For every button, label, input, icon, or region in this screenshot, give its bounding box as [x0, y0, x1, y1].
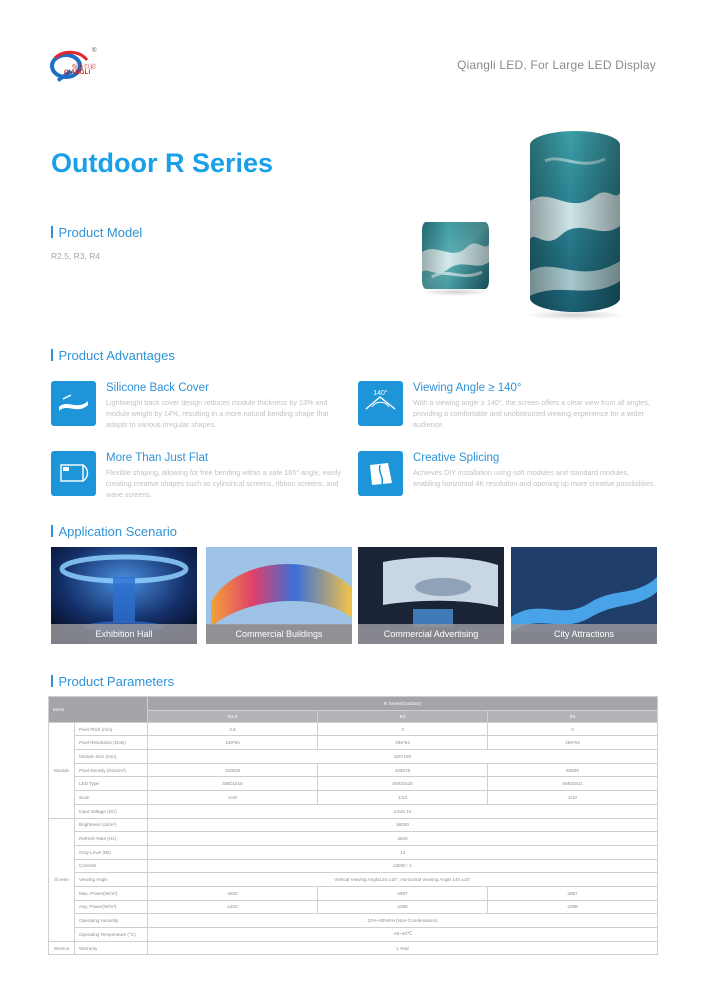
parameter-label: Refresh Rate (Hz) — [75, 832, 148, 846]
tagline: Qiangli LED, For Large LED Display — [457, 58, 656, 72]
table-row — [49, 791, 658, 805]
table-row — [49, 873, 658, 887]
product-image-large-cylinder — [530, 131, 620, 312]
group-label: Module — [49, 722, 75, 818]
parameter-label: LED Type — [75, 777, 148, 791]
table-row — [49, 886, 658, 900]
table-row — [49, 722, 658, 736]
product-image-small-cylinder — [422, 222, 489, 289]
parameter-value: Vertical Viewing Angle120 ±10°, Horizontal Viewing Angle 140 ±10° — [148, 873, 658, 887]
table-row — [49, 914, 658, 928]
table-row — [49, 804, 658, 818]
parameter-value: ≤933 — [148, 886, 318, 900]
table-row — [49, 900, 658, 914]
parameter-value: -20~40℃ — [148, 928, 658, 942]
viewing-angle-icon-text: 140° — [373, 390, 388, 397]
items-header: Items — [49, 697, 148, 723]
advantage-description: Lightweight back cover design reduces module thickness by 13% and module weight by 14%, resulting in a more natural bending shape that adapts to various irregular shapes. — [106, 398, 329, 429]
parameter-label: Pixel Density (Dots/m²) — [75, 763, 148, 777]
advantage-title: More Than Just Flat — [106, 452, 209, 464]
parameter-value: 108675 — [318, 763, 488, 777]
section-product-parameters: Product Parameters — [51, 674, 174, 689]
product-shadow — [420, 288, 492, 296]
parameter-value: 3 — [318, 722, 488, 736]
parameter-value: 1/16 — [148, 791, 318, 805]
advantage-description: Flexible shaping, allowing for free bending within a safe 165° angle, easily creating creative shapes such as cylindrical screens, ribbon screens, and wave screens. — [106, 468, 342, 499]
table-row — [49, 832, 658, 846]
scene-label: Commercial Advertising — [358, 624, 504, 644]
parameter-label: Scan — [75, 791, 148, 805]
registered-mark: ® — [92, 48, 97, 54]
parameter-value: ≤299 — [318, 900, 488, 914]
parameter-label: Warranty — [75, 941, 148, 955]
parameter-label: Operating Humidity — [75, 914, 148, 928]
parameter-value: 13 — [148, 845, 658, 859]
parameter-label: Viewing Angle — [75, 873, 148, 887]
parameter-value: 10%~90%RH (Non-Condensation) — [148, 914, 658, 928]
curved-module-icon — [51, 381, 96, 426]
table-row — [49, 845, 658, 859]
model-header: R4 — [488, 710, 658, 722]
flexible-shape-icon — [51, 451, 96, 496]
parameter-label: Pixel Pitch (mm) — [75, 722, 148, 736]
parameter-value: SMD1921 — [488, 777, 658, 791]
parameter-value: SMD1515 — [148, 777, 318, 791]
parameter-value: ≥5000 — [148, 818, 658, 832]
parameter-value: 1/13 — [318, 791, 488, 805]
parameter-value: SMD1515 — [318, 777, 488, 791]
scene-exhibition-hall — [51, 547, 197, 644]
table-header-row — [49, 697, 658, 711]
scene-commercial-buildings — [206, 547, 352, 644]
scene-city-attractions — [511, 547, 657, 644]
parameter-value: 4 — [488, 722, 658, 736]
parameter-value: 1/10 — [488, 791, 658, 805]
table-row — [49, 750, 658, 764]
parameter-value: ≤299 — [488, 900, 658, 914]
advantage-description: With a viewing angle ≥ 140°, the screen offers a clear view from all angles, providing a comfortable and unobstructed viewing experience for a wider audience. — [413, 398, 650, 429]
parameters-table — [48, 696, 658, 955]
parameter-label: Module Size (mm) — [75, 750, 148, 764]
parameter-label: Max. Power(W/m²) — [75, 886, 148, 900]
parameter-label: Pixel Resolution (Dots) — [75, 736, 148, 750]
parameter-value: 3840 — [148, 832, 658, 846]
parameter-value: ≤897 — [488, 886, 658, 900]
parameter-label: Brightness (cd/m²) — [75, 818, 148, 832]
parameter-value: 256*64 — [318, 736, 488, 750]
scene-commercial-advertising — [358, 547, 504, 644]
model-header: R2.5 — [148, 710, 318, 722]
parameter-value: 256*64 — [488, 736, 658, 750]
page-title: Outdoor R Series — [51, 148, 274, 178]
scene-label: Exhibition Hall — [51, 624, 197, 644]
group-label: Service — [49, 941, 75, 955]
parameter-value: 4.5±0.1V — [148, 804, 658, 818]
parameter-value: 1 Year — [148, 941, 658, 955]
parameter-value: 320*160 — [148, 750, 658, 764]
section-application-scenario: Application Scenario — [51, 524, 177, 539]
table-row — [49, 818, 658, 832]
table-row — [49, 736, 658, 750]
table-row — [49, 928, 658, 942]
parameter-value: 2.5 — [148, 722, 318, 736]
parameter-value: 160000 — [148, 763, 318, 777]
scene-label: Commercial Buildings — [206, 624, 352, 644]
splicing-icon — [358, 451, 403, 496]
model-list: R2.5, R3, R4 — [51, 251, 101, 261]
parameter-label: Avg. Power(W/m²) — [75, 900, 148, 914]
table-row — [49, 941, 658, 955]
advantage-title: Viewing Angle ≥ 140° — [413, 382, 522, 394]
parameter-value: ≤310 — [148, 900, 318, 914]
advantage-title: Creative Splicing — [413, 452, 500, 464]
model-header: R3 — [318, 710, 488, 722]
advantage-title: Silicone Back Cover — [106, 382, 209, 394]
section-product-advantages: Product Advantages — [51, 348, 175, 363]
viewing-angle-icon — [358, 381, 403, 426]
parameter-value: ≤897 — [318, 886, 488, 900]
parameter-label: Input Voltage (DC) — [75, 804, 148, 818]
table-row — [49, 777, 658, 791]
parameter-value: 128*64 — [148, 736, 318, 750]
table-row — [49, 763, 658, 777]
parameter-label: Contrast — [75, 859, 148, 873]
series-header: R Series(Outdoor) — [148, 697, 658, 711]
parameter-label: Gray Level (Bit) — [75, 845, 148, 859]
parameter-label: Operating Temperature (°C) — [75, 928, 148, 942]
parameter-value: 62500 — [488, 763, 658, 777]
advantage-description: Achieves DIY installation using soft modules and standard modules, enabling horizontal 4K resolution and opening up more creative possibilities. — [413, 468, 656, 488]
table-row — [49, 859, 658, 873]
logo-text: QIANGLI — [64, 70, 91, 76]
scene-label: City Attractions — [511, 624, 657, 644]
section-product-model: Product Model — [51, 225, 142, 240]
logo-chinese-text: 强力巨彩 — [72, 65, 97, 71]
parameter-value: ≥3000 : 1 — [148, 859, 658, 873]
group-label: Screen — [49, 818, 75, 941]
